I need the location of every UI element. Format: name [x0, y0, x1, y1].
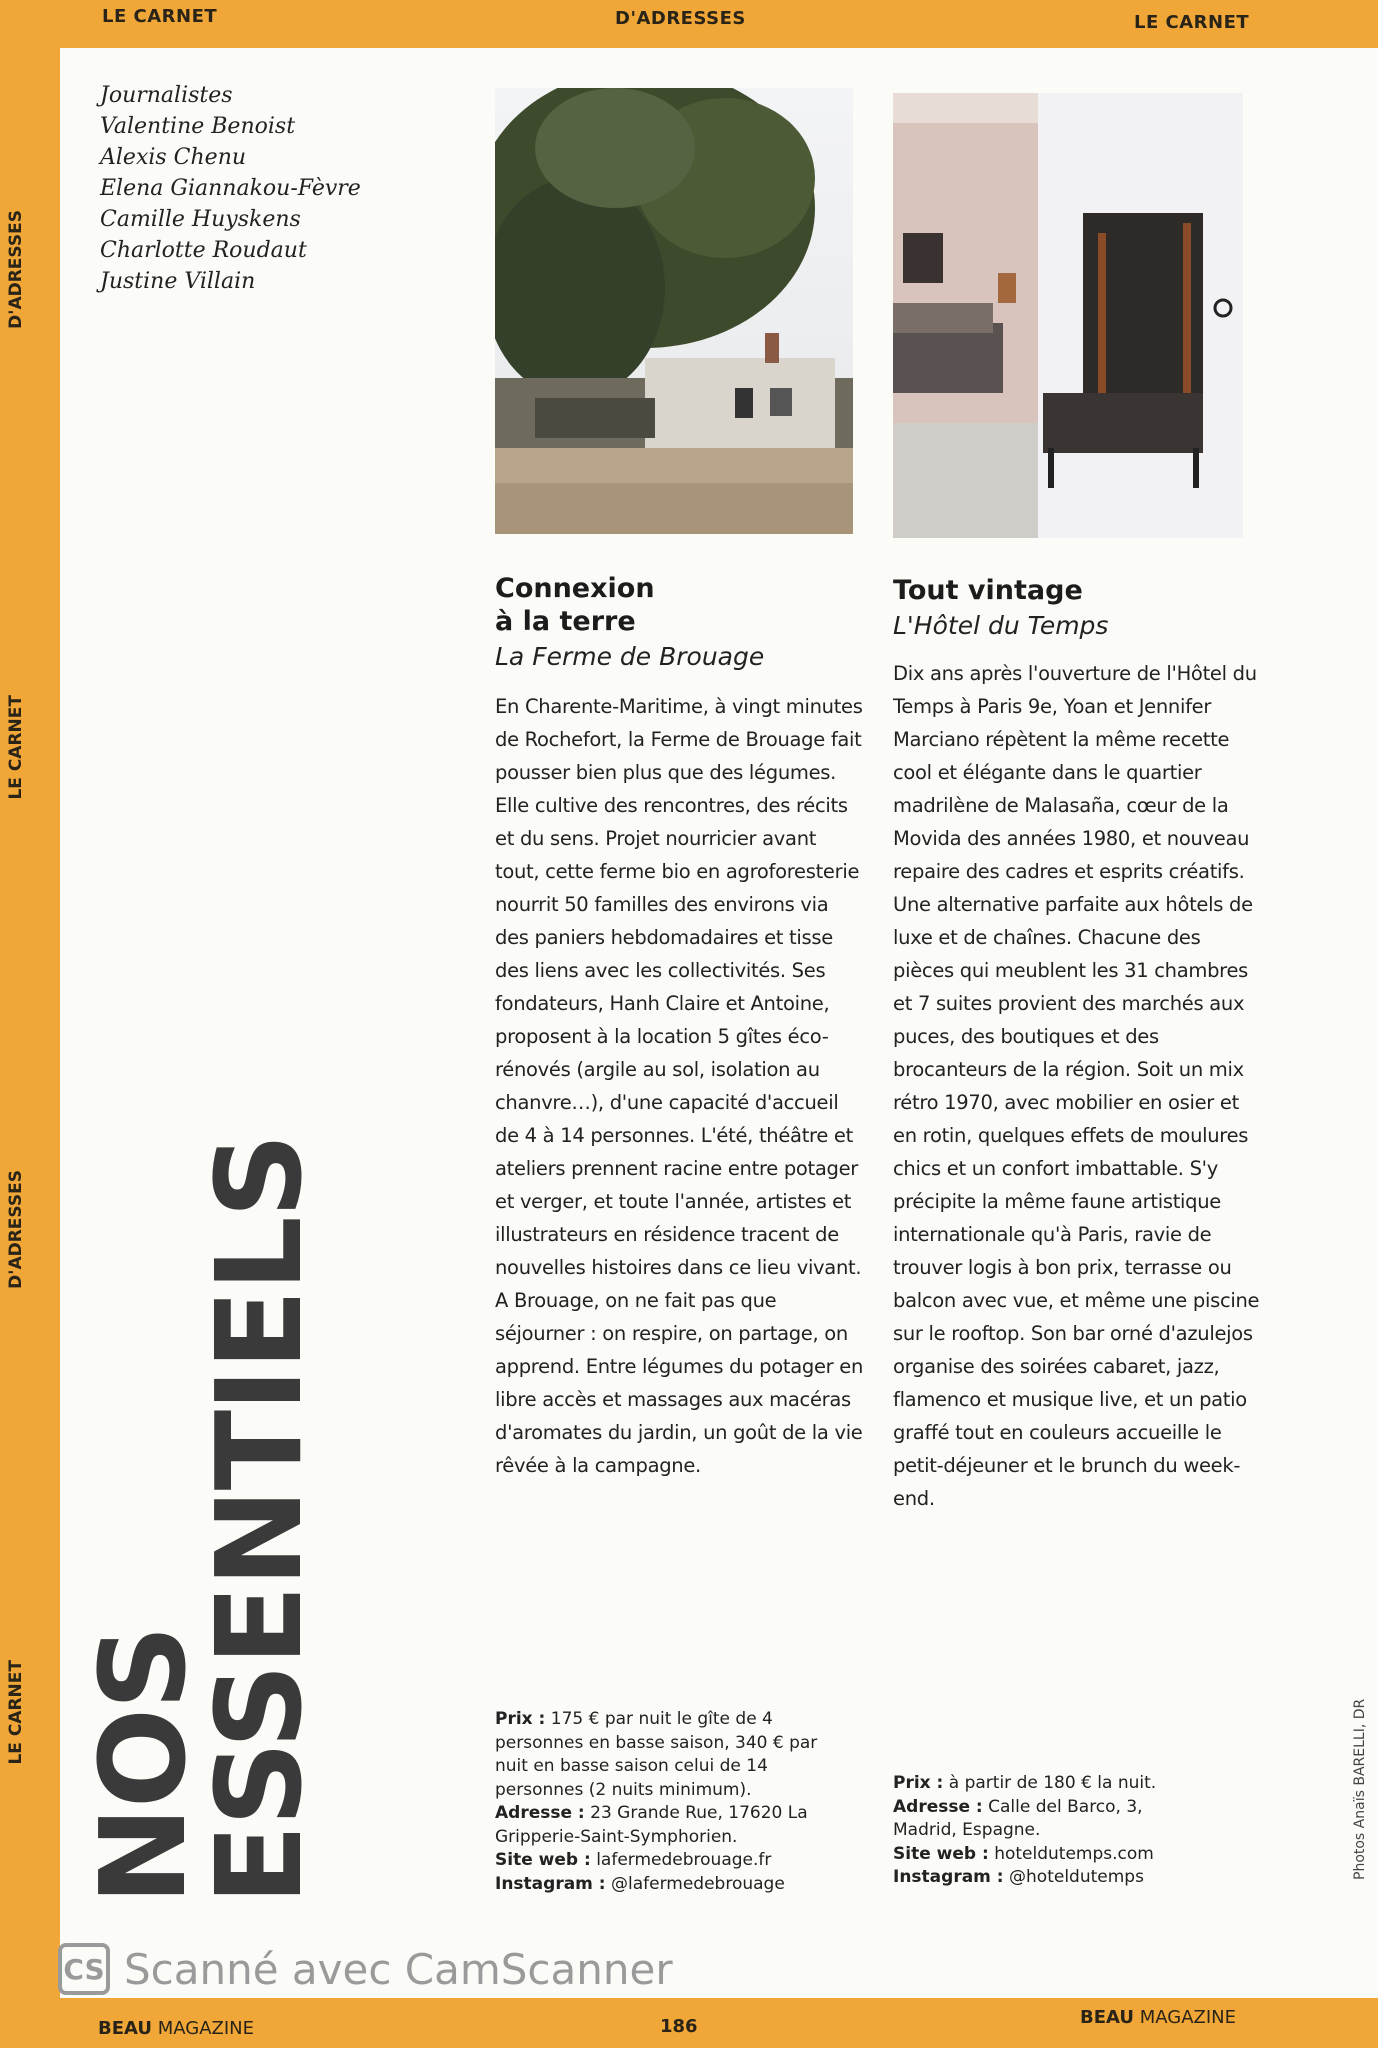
section-title-line1: NOS — [74, 1626, 212, 1905]
journalist-name: Alexis Chenu — [100, 145, 247, 170]
hotel-site-label: Site web : — [893, 1843, 989, 1864]
hotel-address-label: Adresse : — [893, 1796, 983, 1817]
article-hotel-body: Dix ans après l'ouverture de l'Hôtel du Temps à Paris 9e, Yoan et Jennifer Marciano répètent la même recette cool et élégante dans le quartier madrilène de Malasaña, cœur de la Movida des années 1980, et nouveau repaire des cadres et esprits créatifs. Une alternative parfaite aux hôtels de luxe et de chaînes. Chacune des pièces qui meublent les 31 chambres et 7 suites provient des marchés aux puces, des boutiques et des brocanteurs de la région. Soit un mix rétro 1970, avec mobilier en osier et en rotin, quelques effets de moulures chics et un confort imbattable. S'y précipite la même faune artistique internationale qu'à Paris, ravie de trouver logis à bon prix, terrasse ou balcon avec vue, et même une piscine sur le rooftop. Son bar orné d'azulejos organise des soirées cabaret, jazz, flamenco et musique live, et un patio graffé tout en couleurs accueille le petit-déjeuner et le brunch du week-end. — [893, 662, 1260, 1510]
journalist-name: Valentine Benoist — [100, 114, 296, 139]
header-right: LE CARNET — [1134, 12, 1250, 33]
farm-site-link[interactable]: lafermedebrouage.fr — [596, 1850, 772, 1870]
farm-site-label: Site web : — [495, 1850, 591, 1870]
hotel-address: Calle del Barco, 3, Madrid, Espagne. — [893, 1796, 1143, 1840]
hotel-photo — [893, 93, 1243, 538]
farm-address-label: Adresse : — [495, 1803, 585, 1823]
footer-left — [98, 2018, 254, 2039]
hotel-site-link[interactable]: hoteldutemps.com — [994, 1843, 1154, 1864]
journalist-name: Justine Villain — [100, 269, 256, 294]
photo-credit: Photos Anaïs BARELLI, DR — [1352, 1698, 1368, 1880]
article-hotel-subtitle: L'Hôtel du Temps — [893, 611, 1109, 640]
article-farm-body: En Charente-Maritime, à vingt minutes de Rochefort, la Ferme de Brouage fait pousser bien plus que des légumes. Elle cultive des rencontres, des récits et du sens. Projet nourricier avant tout, cette ferme bio en agroforesterie nourrit 50 familles des environs via des paniers hebdomadaires et tisse des liens avec les collectivités. Ses fondateurs, Hanh Claire et Antoine, proposent à la location 5 gîtes éco-rénovés (argile au sol, isolation au chanvre…), d'une capacité d'accueil de 4 à 14 personnes. L'été, théâtre et ateliers prennent racine entre potager et verger, et toute l'année, artistes et illustrateurs en résidence tracent de nouvelles histoires dans ce lieu vivant. A Brouage, on ne fait pas que séjourner : on respire, on partage, on apprend. Entre légumes du potager en libre accès et massages aux macéras d'aromates du jardin, un goût de la vie rêvée à la campagne. — [495, 695, 864, 1477]
side-label-3: D'ADRESSES — [6, 1170, 26, 1289]
footer-left-magazine: MAGAZINE — [157, 2018, 255, 2039]
header-center: D'ADRESSES — [615, 8, 746, 29]
farm-price-label: Prix : — [495, 1709, 546, 1729]
farm-price: 175 € par nuit le gîte de 4 personnes en basse saison, 340 € par nuit en basse saison celui de 14 personnes (2 nuits minimum). — [495, 1709, 818, 1800]
hotel-instagram-handle[interactable]: @hoteldutemps — [1009, 1867, 1144, 1887]
footer-left-brand: BEAU — [98, 2018, 153, 2039]
article-farm-subtitle: La Ferme de Brouage — [495, 642, 765, 671]
article-hotel-title: Tout vintage — [893, 575, 1083, 606]
camscanner-logo-icon: CS — [58, 1943, 110, 1995]
journalist-name: Elena Giannakou-Fèvre — [100, 176, 361, 201]
hotel-price: à partir de 180 € la nuit. — [948, 1773, 1157, 1793]
journalist-name: Camille Huyskens — [100, 207, 301, 232]
article-hotel — [893, 574, 1263, 1515]
section-title-line2: ESSENTIELS — [190, 1135, 328, 1905]
farm-info — [495, 1708, 840, 1896]
side-label-2: LE CARNET — [6, 695, 26, 800]
section-title — [74, 905, 328, 1905]
side-label-1: D'ADRESSES — [6, 210, 26, 329]
farm-photo — [495, 88, 853, 534]
farm-address: 23 Grande Rue, 17620 La Gripperie-Saint-Symphorien. — [495, 1803, 808, 1847]
header-left: LE CARNET — [102, 6, 218, 27]
footer-right — [1080, 2007, 1236, 2028]
hotel-info — [893, 1772, 1193, 1890]
camscanner-text: Scanné avec CamScanner — [124, 1944, 673, 1994]
footer-right-magazine: MAGAZINE — [1139, 2007, 1237, 2028]
side-label-4: LE CARNET — [6, 1660, 26, 1765]
journalist-name: Charlotte Roudaut — [100, 238, 307, 263]
camscanner-watermark — [58, 1943, 673, 1995]
journalists-heading: Journalistes — [100, 83, 233, 108]
article-farm-title-line1: Connexion — [495, 573, 655, 604]
journalists-list — [100, 80, 361, 297]
farm-instagram-handle[interactable]: @lafermedebrouage — [611, 1873, 785, 1894]
farm-instagram-label: Instagram : — [495, 1873, 606, 1894]
footer-right-brand: BEAU — [1080, 2007, 1135, 2028]
article-farm-title-line2: à la terre — [495, 606, 636, 637]
footer-page-number: 186 — [660, 2016, 698, 2037]
article-farm — [495, 572, 865, 1482]
hotel-instagram-label: Instagram : — [893, 1867, 1004, 1887]
hotel-price-label: Prix : — [893, 1773, 944, 1793]
